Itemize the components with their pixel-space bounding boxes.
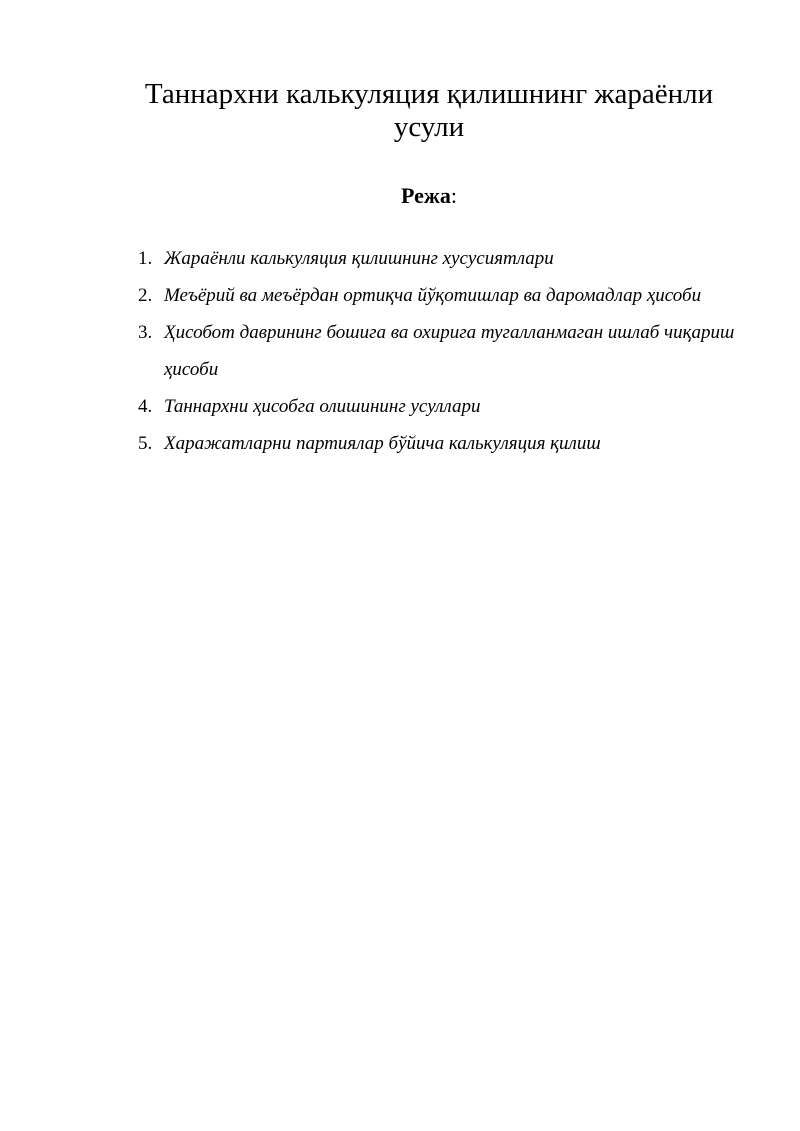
document-title: Таннархни калькуляция қилишнинг жараёнли усули bbox=[144, 78, 714, 143]
plan-heading-colon: : bbox=[450, 183, 457, 208]
plan-item-number: 1. bbox=[138, 248, 153, 269]
plan-item-5 bbox=[138, 425, 738, 462]
plan-item-3 bbox=[138, 314, 738, 388]
plan-item-1 bbox=[138, 240, 738, 277]
plan-item-text: Ҳисобот даврининг бошига ва охирига тугалланмаган ишлаб чиқариш ҳисоби bbox=[164, 322, 735, 380]
plan-item-number: 4. bbox=[138, 396, 153, 417]
plan-item-number: 2. bbox=[138, 285, 153, 306]
plan-item-number: 3. bbox=[138, 322, 153, 343]
plan-heading bbox=[138, 181, 720, 211]
plan-item-text: Таннархни ҳисобга олишининг усуллари bbox=[164, 396, 481, 417]
plan-item-text: Меъёрий ва меъёрдан ортиқча йўқотишлар ва даромадлар ҳисоби bbox=[164, 285, 702, 306]
plan-heading-label: Режа bbox=[401, 183, 451, 208]
plan-item-text: Харажатларни партиялар бўйича калькуляция қилиш bbox=[164, 433, 601, 454]
plan-item-text: Жараёнли калькуляция қилишнинг хусусиятлари bbox=[164, 248, 554, 269]
plan-item-number: 5. bbox=[138, 433, 153, 454]
plan-item-4 bbox=[138, 388, 738, 425]
plan-list bbox=[138, 240, 738, 462]
plan-item-2 bbox=[138, 277, 738, 314]
